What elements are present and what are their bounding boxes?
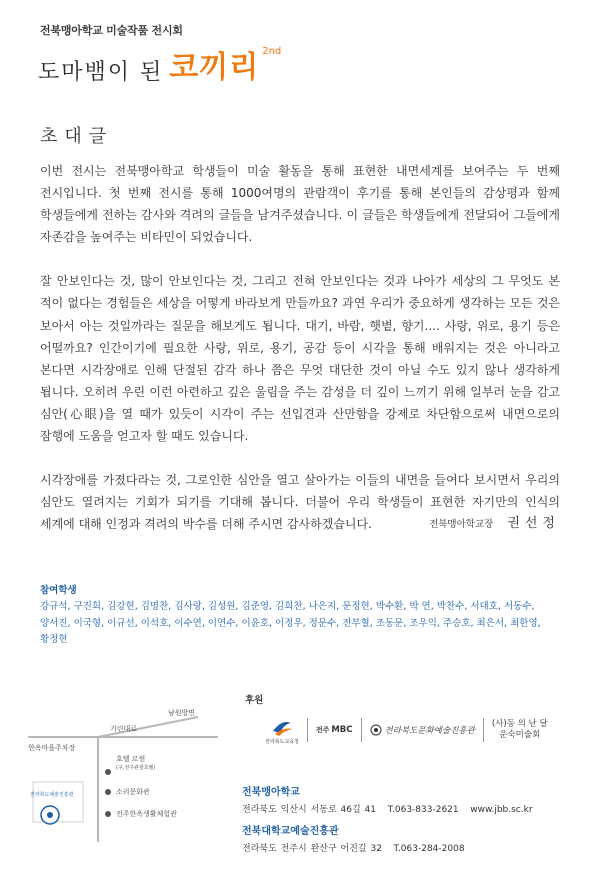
participant-name: 이석호 [140,617,169,629]
contact-school-phone: T.063-833-2621 [387,805,459,815]
signer-role: 전북맹아학교장 [429,519,494,530]
logo-divider [483,718,484,742]
sponsor-logos [265,712,548,748]
participant-separator: , [537,617,541,629]
participant-name: 이연수 [207,617,236,629]
mbc-logo [316,725,353,735]
participant-separator: , [369,601,376,612]
jb-emblem-icon [270,715,294,737]
mbc-name: MBC [331,725,353,735]
contact-gallery-name: 전북대학교예술진흥관 [242,826,339,837]
participant-separator: , [336,601,343,612]
participant-separator: , [168,617,175,629]
title-dark-part: 도마뱀이 된 [38,60,164,85]
participant-separator: , [134,617,141,629]
participant-name: 김희찬 [275,601,303,612]
contact-school-web[interactable]: www.jbb.sc.kr [470,805,533,815]
invitation-paragraph-2: 잘 안보인다는 것, 많이 안보인다는 것, 그리고 전혀 안보인다는 것과 나아가 세상의 그 무엇도 본 적이 없다는 경험들은 세상을 어떻게 바라보게 만들까요? 과연 우리가 중요하게 생각하는 모든 것은 보아서 아는 것일까라는 질문을 해보게도 됩니다. 대기, 바람, 햇볕, 향기.... 사랑, 위로, 용기 등은 어떨까요? 인간이기에 필요한 사랑, 위로, 용기, 공감 등이 시각을 통해 배워지는 것은 아니라고 본다면 시각장애로 인해 단절된 감각 하나 쯤은 무엇 대단한 것이 아닐 수도 있지 않나 생각하게 됩니다. 오히려 우린 이런 아련하고 깊은 울림을 주는 감성을 더 깊이 느끼기 위해 일부러 눈을 감고 심안(心眼)을 열 때가 있듯이 시각이 주는 선입견과 산만함을 강제로 차단함으로써 내면으로의 잠행에 도움을 얻고자 할 때도 있습니다. [40,274,560,444]
participant-name: 최한영 [510,617,538,629]
exhibition-school-line: 전북맹아학교 미술작품 전시회 [40,24,183,37]
map-label-road-right: 남원방면 [168,709,196,717]
participant-separator: , [101,617,108,629]
culture-foundation-logo [370,724,475,736]
participant-separator: , [201,617,208,629]
participant-name: 박수환 [375,601,404,612]
participant-name: 김강현 [107,601,135,612]
map-label-sori: 소리문화관 [116,788,150,796]
participant-name: 김사랑 [174,601,202,612]
map-label-hotel-sub: (구,전주관광호텔) [116,765,156,771]
contact-school-address: 전라북도 익산시 서동로 46길 41 [242,805,376,815]
society-logo [492,719,548,741]
map-venue-emblem-core [47,812,53,818]
contact-gallery-address: 전라북도 전주시 완산구 어진길 32 [242,844,382,854]
participants-section [40,582,568,649]
participant-name: 조동문 [375,617,404,629]
invitation-heading: 초대글 [40,126,114,147]
signature [429,512,560,531]
sponsor-heading: 후원 [245,695,264,706]
jb-education-caption: 전라북도교육청 [265,739,299,745]
invitation-paragraph-3: 시각장애를 가졌다라는 것, 그로인한 심안을 열고 살아가는 이들의 내면을 들여다 보시면서 우리의 심안도 열려지는 기회가 되기를 기대해 봅니다. 더불어 우리 학생들이 표현한 자기만의 인식의 세계에 대해 인정과 격려의 박수를 더해 주시면 감사하겠습니다. [40,473,560,532]
participant-name: 최은서 [476,617,505,629]
participant-name: 서대호 [470,601,498,612]
participant-separator: , [101,601,108,612]
participant-name: 김명찬 [140,601,169,612]
contact-school-name: 전북맹아학교 [242,787,300,798]
contact-school [242,783,533,815]
participant-name: 이수연 [174,617,202,629]
participant-separator: , [430,601,437,612]
participant-separator: , [497,601,504,612]
participant-separator: , [235,601,242,612]
society-name-line1: (사)동 의 난 달 [491,719,548,729]
map-dot-sori [105,789,111,795]
participant-separator: , [436,617,443,629]
participant-name: 이윤호 [241,617,269,629]
participant-name: 김준영 [241,601,269,612]
participant-name: 조우익 [409,617,437,629]
contact-gallery-details [242,841,465,854]
jb-education-logo [265,715,299,745]
participant-name: 서동수 [503,601,532,612]
participant-separator: , [168,601,175,612]
participant-separator: , [336,617,343,629]
participant-name: 양서진 [40,617,68,629]
participant-separator: , [531,601,535,612]
map-label-venue: 전주한옥생활체험관 [116,810,177,818]
participant-separator: , [67,617,74,629]
participant-separator: , [67,601,74,612]
invitation-paragraph-1: 이번 전시는 전북맹아학교 학생들이 미술 활동을 통해 표현한 내면세계를 보여주는 두 번째 전시입니다. 첫 번째 전시를 통해 1000여명의 관람객이 후기를 통해 본인들의 감상평과 함께 학생들에게 전하는 감사와 격려의 글들을 남겨주셨습니다. 이 글들은 학생들에게 전달되어 그들에게 자존감을 높여주는 비타민이 되었습니다. [40,164,560,245]
participant-name: 주승호 [442,617,471,629]
exhibition-title [38,42,281,86]
participant-name: 나은지 [308,601,337,612]
participant-separator: , [504,617,511,629]
culture-foundation-name: 전라북도문화예술진흥관 [384,726,475,736]
participant-name: 이국형 [73,617,102,629]
participant-list [40,599,568,649]
map-dot-hotel [105,769,111,775]
title-edition: 2nd [262,46,282,57]
participant-separator: , [201,601,208,612]
signer-name: 권선정 [507,516,560,531]
participant-separator: , [369,617,376,629]
participant-name: 박 연 [409,601,431,612]
participants-heading: 참여학생 [40,585,77,596]
participant-name: 김성원 [207,601,236,612]
participant-separator: , [269,617,276,629]
participant-name: 황정현 [40,634,68,645]
participant-name: 구진희 [73,601,102,612]
participant-name: 박찬수 [436,601,465,612]
participant-name: 이규선 [107,617,135,629]
title-accent-part: 코끼리 [169,50,260,85]
logo-divider [307,718,308,742]
participant-name: 강규석 [40,601,68,612]
participant-separator: , [302,617,309,629]
society-name-line2: 운숙미술회 [499,730,541,740]
mbc-prefix: 전주 [315,726,330,734]
participant-name: 이정우 [275,617,303,629]
participant-separator: , [464,601,471,612]
participant-separator: , [302,601,309,612]
location-map [28,709,218,842]
participant-name: 정문수 [308,617,337,629]
map-dot-venue [105,811,111,817]
participant-separator: , [134,601,141,612]
participant-name: 문정현 [342,601,370,612]
invitation-body [40,160,560,557]
participant-separator: , [403,617,410,629]
logo-divider [361,718,362,742]
participant-separator: , [403,601,410,612]
contact-school-details [242,802,533,815]
culture-emblem-icon [370,724,382,736]
contact-gallery-phone: T.063-284-2008 [393,844,465,854]
map-label-gallery-sign: 전라북도예술진흥관 [30,792,74,798]
map-label-road-top: 기린대로 [110,725,138,733]
map-label-hanok: 한옥마을주차장 [28,744,76,752]
participant-separator: , [269,601,276,612]
participant-separator: , [235,617,242,629]
map-label-hotel: 호텔 르윈 [116,755,146,763]
participant-name: 전부혈 [342,617,370,629]
participant-separator: , [470,617,477,629]
contact-gallery [242,822,465,854]
